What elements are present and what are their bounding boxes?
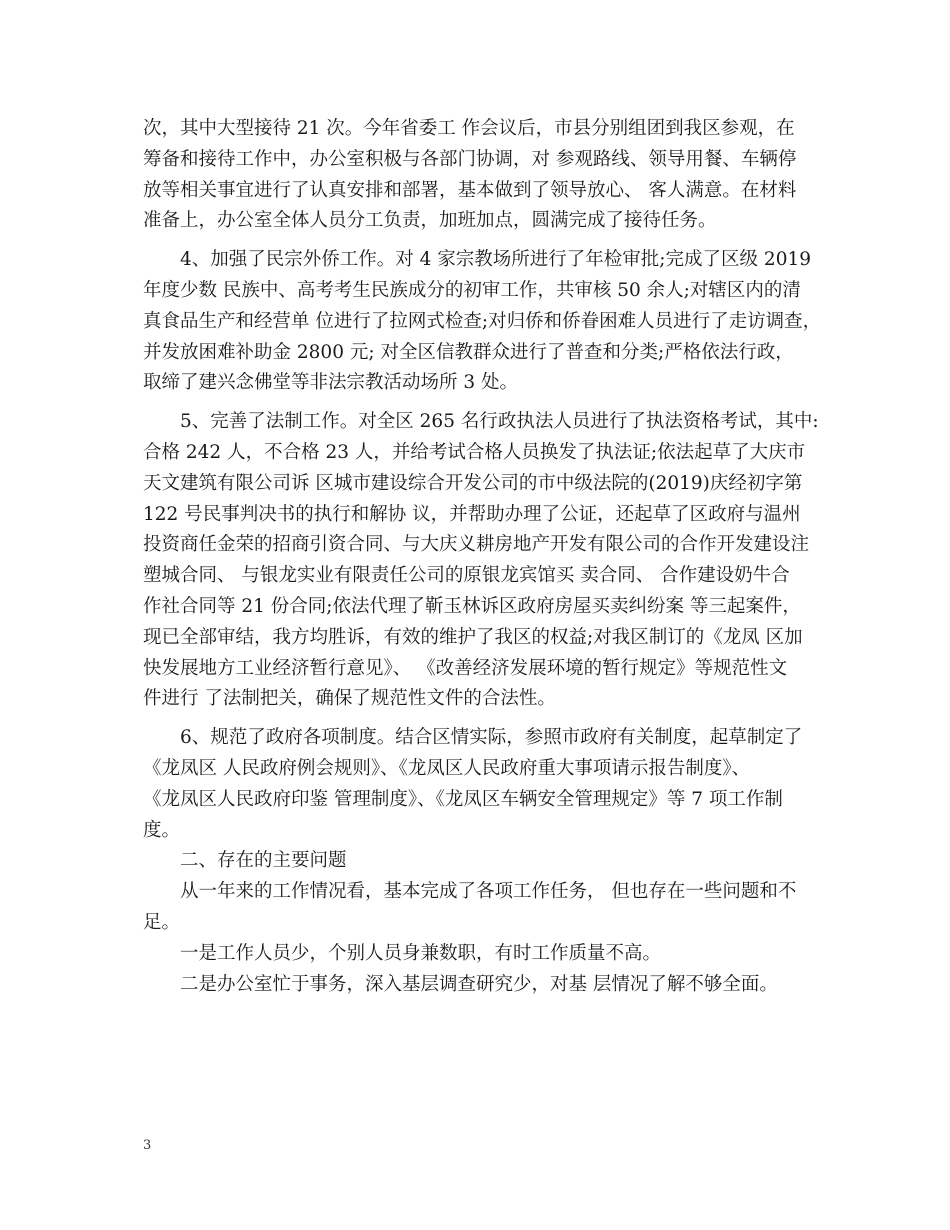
text-line: 合格 242 人，不合格 23 人，并给考试合格人员换发了执法证;依法起草了大庆市 xyxy=(143,441,806,463)
text-line: 一是工作人员少，个别人员身兼数职，有时工作质量不高。 xyxy=(143,942,662,964)
text-line: 现已全部审结，我方均胜诉，有效的维护了我区的权益;对我区制订的《龙凤 区加 xyxy=(143,626,803,648)
document-body xyxy=(143,114,823,1000)
text-line: 6、规范了政府各项制度。结合区情实际，参照市政府有关制度，起草制定了 xyxy=(143,727,803,749)
text-line: 5、完善了法制工作。对全区 265 名行政执法人员进行了执法资格考试，其中: xyxy=(143,411,819,433)
text-line: 投资商任金荣的招商引资合同、与大庆义耕房地产开发有限公司的合作开发建设注 xyxy=(143,534,810,556)
section-heading: 二、存在的主要问题 xyxy=(143,850,347,872)
text-line: 从一年来的工作情况看，基本完成了各项工作任务， 但也存在一些问题和不 xyxy=(143,881,797,903)
text-line: 并发放困难补助金 2800 元; 对全区信教群众进行了普查和分类;严格依法行政， xyxy=(143,341,794,363)
page-number: 3 xyxy=(143,1138,152,1153)
text-line: 《龙凤区 人民政府例会规则》、《龙凤区人民政府重大事项请示报告制度》、 xyxy=(143,757,751,779)
text-line: 件进行 了法制把关，确保了规范性文件的合法性。 xyxy=(143,688,556,710)
text-line: 次，其中大型接待 21 次。今年省委工 作会议后，市县分别组团到我区参观，在 xyxy=(143,118,795,139)
text-line: 年度少数 民族中、高考考生民族成分的初审工作，共审核 50 余人;对辖区内的清 xyxy=(143,279,801,301)
text-line: 准备上，办公室全体人员分工负责，加班加点，圆满完成了接待任务。 xyxy=(143,210,717,232)
text-line: 筹备和接待工作中，办公室积极与各部门协调，对 参观路线、领导用餐、车辆停 xyxy=(143,148,797,170)
text-line: 取缔了建兴念佛堂等非法宗教活动场所 3 处。 xyxy=(143,372,519,394)
text-line: 足。 xyxy=(143,911,181,933)
text-line: 度。 xyxy=(143,819,181,841)
text-line: 4、加强了民宗外侨工作。对 4 家宗教场所进行了年检审批;完成了区级 2019 xyxy=(143,249,811,271)
text-line: 二是办公室忙于事务，深入基层调查研究少，对基 层情况了解不够全面。 xyxy=(143,973,778,995)
text-line: 放等相关事宜进行了认真安排和部署，基本做到了领导放心、 客人满意。在材料 xyxy=(143,179,797,201)
text-line: 《龙凤区人民政府印鉴 管理制度》、《龙凤区车辆安全管理规定》等 7 项工作制 xyxy=(143,788,783,810)
paragraph-gap xyxy=(143,715,823,723)
text-line: 快发展地方工业经济暂行意见》、 《改善经济发展环境的暂行规定》等规范性文 xyxy=(143,657,788,679)
text-line: 塑城合同、 与银龙实业有限责任公司的原银龙宾馆买 卖合同、 合作建设奶牛合 xyxy=(143,565,790,587)
text-line: 天文建筑有限公司诉 区城市建设综合开发公司的市中级法院的(2019)庆经初字第 xyxy=(143,472,803,494)
paragraph-gap xyxy=(143,237,823,245)
text-line: 作社合同等 21 份合同;依法代理了靳玉林诉区政府房屋买卖纠纷案 等三起案件， xyxy=(143,595,801,617)
paragraph-gap xyxy=(143,399,823,407)
text-line: 122 号民事判决书的执行和解协 议，并帮助办理了公证，还起草了区政府与温州 xyxy=(143,503,801,525)
text-line: 真食品生产和经营单 位进行了拉网式检查;对归侨和侨眷困难人员进行了走访调查， xyxy=(143,310,822,332)
